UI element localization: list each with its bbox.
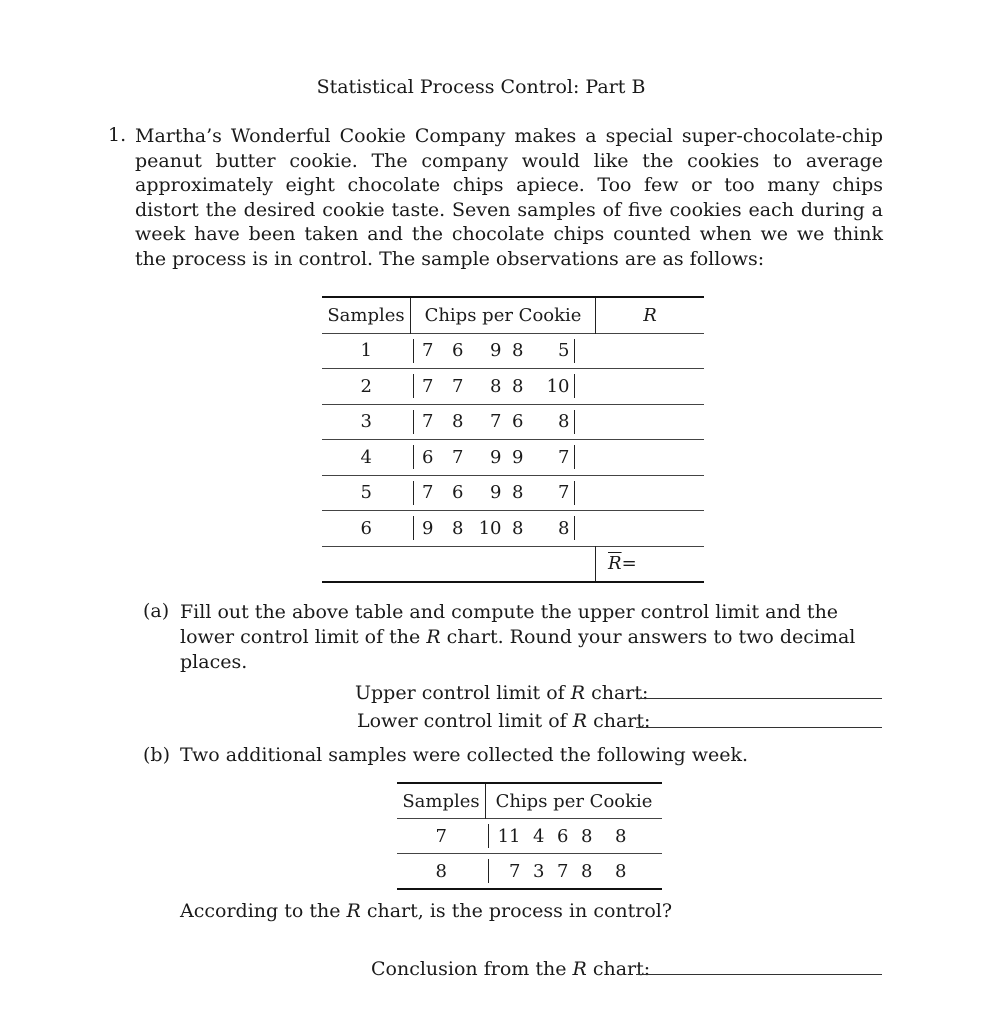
chips-cell: [411, 404, 596, 440]
chips-right-rule: [574, 410, 575, 434]
chip-count: 9: [490, 446, 502, 468]
chip-count: 6: [557, 825, 569, 847]
sample-number: 5: [322, 475, 411, 511]
chip-count: 6: [422, 446, 434, 468]
part-b-label: (b): [143, 744, 170, 766]
r-cell[interactable]: [596, 511, 705, 547]
chip-count: 8: [615, 860, 627, 882]
r-cell[interactable]: [596, 475, 705, 511]
chip-count: 3: [533, 860, 545, 882]
chip-count: 10: [478, 517, 502, 539]
part-b-question: According to the R chart, is the process in control?: [180, 900, 673, 922]
rbar-symbol: $\overline{R}$: [608, 553, 622, 575]
chip-count: 7: [422, 340, 434, 362]
chips-cell: [486, 854, 663, 890]
table-row: [397, 819, 662, 854]
r-cell[interactable]: [596, 369, 705, 405]
part-b-text: Two additional samples were collected the following week.: [180, 744, 749, 766]
rbar-cell: [596, 546, 705, 582]
page-title: Statistical Process Control: Part B: [316, 76, 646, 98]
table-row: [322, 475, 704, 511]
chips-right-rule: [574, 516, 575, 540]
header-samples: Samples: [322, 297, 411, 333]
table-row: [322, 404, 704, 440]
chip-count: 7: [422, 482, 434, 504]
table-row: [322, 511, 704, 547]
chip-count: 7: [558, 446, 570, 468]
conclusion-answer-line[interactable]: [636, 974, 882, 975]
chip-count: 8: [490, 375, 502, 397]
chip-count: 7: [422, 375, 434, 397]
chips-left-rule: [413, 481, 414, 505]
sample-number: 7: [397, 819, 486, 854]
r-cell[interactable]: [596, 440, 705, 476]
chip-count: 7: [557, 860, 569, 882]
chips-cell: [411, 440, 596, 476]
chip-count: 8: [512, 517, 524, 539]
rbar-equals: =: [621, 553, 637, 575]
question-number: 1.: [108, 124, 127, 146]
chip-count: 9: [512, 446, 524, 468]
chip-count: 8: [581, 825, 593, 847]
r-cell[interactable]: [596, 404, 705, 440]
chips-left-rule: [413, 445, 414, 469]
chip-count: 7: [509, 860, 521, 882]
chip-count: 8: [452, 517, 464, 539]
lcl-answer-line[interactable]: [636, 727, 882, 728]
sample-number: 2: [322, 369, 411, 405]
chip-count: 7: [490, 411, 502, 433]
r-cell[interactable]: [596, 333, 705, 369]
table-row: [322, 333, 704, 369]
chips-table-body: [322, 333, 704, 546]
ucl-label: Upper control limit of R chart:: [355, 682, 649, 704]
part-a-text: Fill out the above table and compute the upper control limit and the lower control limit of the R chart. Round your answers to two decimal places.: [180, 601, 856, 673]
chip-count: 8: [512, 340, 524, 362]
chip-count: 7: [558, 482, 570, 504]
chips-left-rule: [413, 516, 414, 540]
chip-count: 7: [422, 411, 434, 433]
chips-left-rule: [488, 859, 489, 883]
chips-left-rule: [413, 374, 414, 398]
chips-cell: [411, 511, 596, 547]
chip-count: 4: [533, 825, 545, 847]
lcl-label: Lower control limit of R chart:: [357, 710, 651, 732]
sample-number: 8: [397, 854, 486, 890]
ucl-answer-line[interactable]: [636, 698, 882, 699]
chip-count: 8: [512, 482, 524, 504]
chip-count: 11: [497, 825, 521, 847]
chip-count: 6: [452, 482, 464, 504]
chip-count: 6: [452, 340, 464, 362]
table2-header-chips: Chips per Cookie: [486, 783, 663, 819]
rbar-row: [322, 546, 704, 582]
chip-count: 8: [581, 860, 593, 882]
table-row: [397, 854, 662, 890]
chip-count: 9: [422, 517, 434, 539]
chip-count: 7: [452, 446, 464, 468]
chips-table: [322, 296, 704, 583]
chips-left-rule: [488, 824, 489, 848]
part-a-label: (a): [143, 600, 170, 622]
chip-count: 10: [546, 375, 570, 397]
sample-number: 3: [322, 404, 411, 440]
additional-samples-table: [397, 782, 662, 890]
chip-count: 9: [490, 482, 502, 504]
chip-count: 8: [452, 411, 464, 433]
chip-count: 8: [558, 517, 570, 539]
chips-right-rule: [574, 339, 575, 363]
chip-count: 8: [558, 411, 570, 433]
chips-left-rule: [413, 410, 414, 434]
chip-count: 8: [615, 825, 627, 847]
chips-cell: [486, 819, 663, 854]
chips-right-rule: [574, 481, 575, 505]
chips-right-rule: [574, 445, 575, 469]
table-row: [322, 440, 704, 476]
chip-count: 9: [490, 340, 502, 362]
header-r: R: [596, 297, 705, 333]
chips-cell: [411, 475, 596, 511]
table-row: [322, 369, 704, 405]
sample-number: 4: [322, 440, 411, 476]
chip-count: 7: [452, 375, 464, 397]
chips-cell: [411, 333, 596, 369]
chip-count: 5: [558, 340, 570, 362]
sample-number: 6: [322, 511, 411, 547]
chips-cell: [411, 369, 596, 405]
table2-header-row: [397, 783, 662, 819]
chips-left-rule: [413, 339, 414, 363]
header-chips: Chips per Cookie: [411, 297, 596, 333]
chip-count: 8: [512, 375, 524, 397]
chip-count: 6: [512, 411, 524, 433]
table2-body: [397, 819, 662, 890]
table2-header-samples: Samples: [397, 783, 486, 819]
conclusion-label: Conclusion from the R chart:: [371, 958, 651, 980]
sample-number: 1: [322, 333, 411, 369]
table-header-row: [322, 297, 704, 333]
question-intro: Martha’s Wonderful Cookie Company makes a special super-chocolate-chip peanut butter cookie. The company would like the cookies to average approximately eight chocolate chips apiece. Too few or too many chips distort the desired cookie taste. Seven samples of five cookies each during a week have been taken and the chocolate chips counted when we we think the process is in control. The sample observations are as follows:: [135, 125, 883, 270]
chips-right-rule: [574, 374, 575, 398]
